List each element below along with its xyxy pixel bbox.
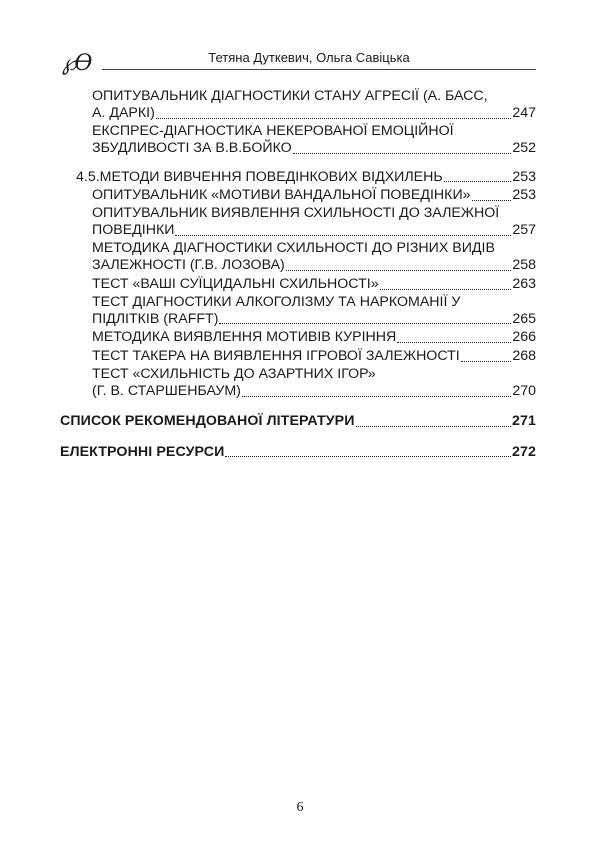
header-rule: [102, 69, 536, 70]
toc-page-number: 252: [512, 139, 536, 156]
dot-leader: [444, 181, 512, 182]
table-of-contents: [60, 88, 536, 461]
toc-entry-title: ЕЛЕКТРОННІ РЕСУРСИ: [60, 443, 225, 460]
header-authors: Тетяна Дуткевич, Ольга Савіцька: [208, 50, 410, 65]
toc-page-number: 266: [512, 329, 536, 346]
toc-entry-title: ТЕСТ ДІАГНОСТИКИ АЛКОГОЛІЗМУ ТА НАРКОМАНІЇ У: [92, 293, 461, 310]
toc-entry-title-cont: ПОВЕДІНКИ: [92, 222, 175, 239]
toc-entry-title: МЕТОДИКА ДІАГНОСТИКИ СХИЛЬНОСТІ ДО РІЗНИХ ВИДІВ: [92, 239, 495, 256]
toc-entry-smoking-motives[interactable]: [60, 328, 536, 347]
toc-entry-title: ОПИТУВАЛЬНИК ДІАГНОСТИКИ СТАНУ АГРЕСІЇ (А. БАСС,: [92, 88, 488, 104]
toc-page-number: 253: [512, 168, 536, 185]
toc-entry-title: ОПИТУВАЛЬНИК «МОТИВИ ВАНДАЛЬНОЇ ПОВЕДІНКИ»: [92, 187, 471, 204]
toc-page-number: 263: [512, 275, 536, 292]
toc-entry-title-cont: ПІДЛІТКІВ (RAFFT): [92, 310, 219, 327]
toc-entry-title-cont: (Г. В. СТАРШЕНБАУМ): [92, 382, 241, 399]
toc-entry-references[interactable]: [60, 412, 536, 431]
toc-entry-title: ЕКСПРЕС-ДІАГНОСТИКА НЕКЕРОВАНОЇ ЕМОЦІЙНОЇ: [92, 122, 454, 139]
dot-leader: [397, 342, 511, 343]
toc-page-number: 272: [512, 443, 536, 460]
toc-entry-title: 4.5.МЕТОДИ ВИВЧЕННЯ ПОВЕДІНКОВИХ ВІДХИЛЕНЬ: [76, 168, 443, 185]
toc-page-number: 268: [512, 348, 536, 365]
dot-leader: [356, 426, 512, 427]
toc-entry-tucker-test[interactable]: [60, 347, 536, 366]
dot-leader: [175, 235, 511, 236]
dot-leader: [242, 396, 511, 397]
toc-entry-gambling[interactable]: [60, 366, 536, 401]
toc-entry-title: ТЕСТ ТАКЕРА НА ВИЯВЛЕННЯ ІГРОВОЇ ЗАЛЕЖНОСТІ: [92, 348, 460, 365]
toc-entry-title-cont: А. ДАРКІ): [92, 105, 155, 121]
toc-page-number: 253: [512, 187, 536, 204]
toc-entry-title: ТЕСТ «СХИЛЬНІСТЬ ДО АЗАРТНИХ ІГОР»: [92, 365, 376, 382]
toc-entry-title-cont: ЗАЛЕЖНОСТІ (Г.В. ЛОЗОВА): [92, 256, 285, 273]
toc-page-number: 247: [512, 105, 536, 121]
dot-leader: [472, 200, 512, 201]
dot-leader: [156, 118, 512, 119]
ornament-icon: ℘ϴ: [62, 51, 90, 76]
dot-leader: [293, 153, 512, 154]
dot-leader: [286, 270, 512, 271]
toc-page-number: 257: [512, 222, 536, 239]
dot-leader: [219, 323, 511, 324]
toc-entry-title: МЕТОДИКА ВИЯВЛЕННЯ МОТИВІВ КУРІННЯ: [92, 329, 397, 346]
toc-entry-title-cont: ЗБУДЛИВОСТІ ЗА В.В.БОЙКО: [92, 139, 292, 156]
page-number: 6: [296, 800, 304, 815]
toc-entry-rafft[interactable]: [60, 294, 536, 329]
toc-entry-dependent-behaviour[interactable]: [60, 205, 536, 240]
toc-entry-suicidal-tendencies[interactable]: [60, 275, 536, 294]
dot-leader: [225, 456, 511, 457]
toc-page-number: 258: [512, 256, 536, 273]
toc-page-number: 271: [512, 412, 536, 429]
dot-leader: [461, 361, 512, 362]
toc-entry-aggression[interactable]: [60, 88, 536, 123]
running-header: [62, 50, 536, 76]
toc-entry-title: СПИСОК РЕКОМЕНДОВАНОЇ ЛІТЕРАТУРИ: [60, 412, 355, 429]
toc-entry-title: ОПИТУВАЛЬНИК ВИЯВЛЕННЯ СХИЛЬНОСТІ ДО ЗАЛЕЖНОЇ: [92, 205, 500, 222]
toc-entry-title: ТЕСТ «ВАШІ СУЇЦИДАЛЬНІ СХИЛЬНОСТІ»: [92, 275, 379, 292]
toc-entry-addiction-types[interactable]: [60, 240, 536, 275]
toc-entry-express-diagnostics[interactable]: [60, 123, 536, 158]
toc-section-4-5[interactable]: [60, 168, 536, 187]
toc-entry-vandal-motives[interactable]: [60, 186, 536, 205]
toc-page-number: 270: [512, 382, 536, 399]
toc-page-number: 265: [512, 310, 536, 327]
dot-leader: [380, 289, 512, 290]
toc-entry-electronic-resources[interactable]: [60, 443, 536, 462]
